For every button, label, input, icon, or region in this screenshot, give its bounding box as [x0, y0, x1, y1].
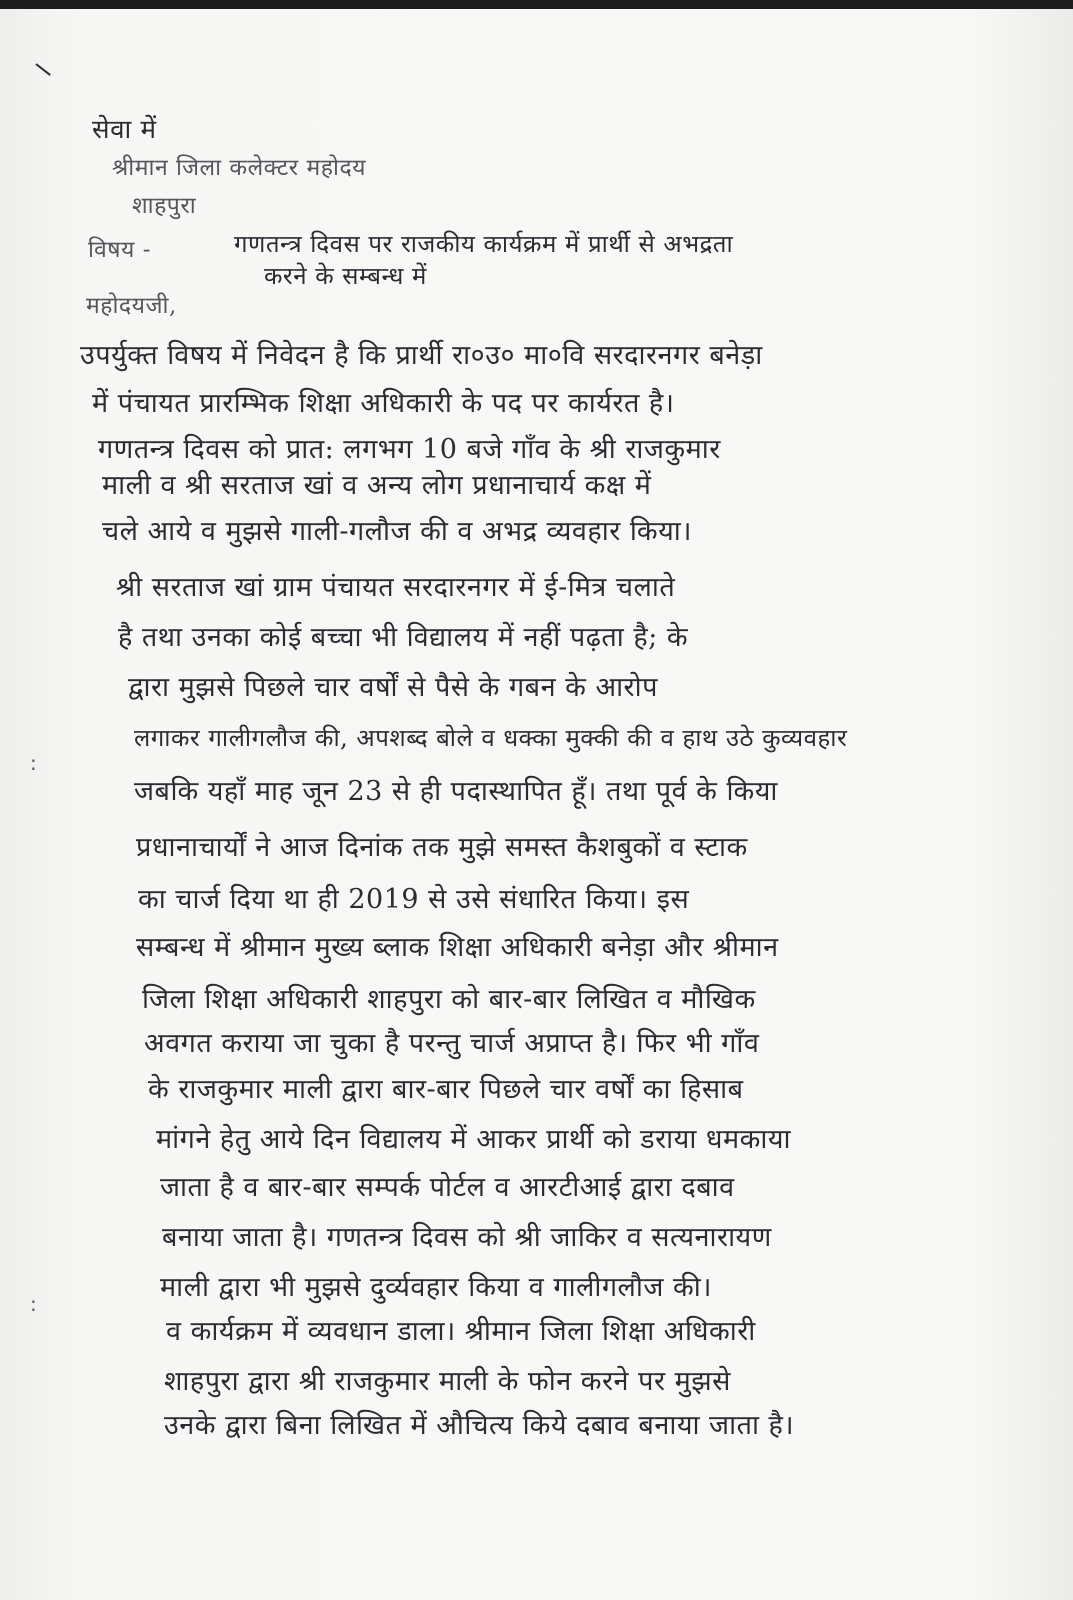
body-line: का चार्ज दिया था ही 2019 से उसे संधारित किया। इस — [138, 884, 690, 915]
body-line: मांगने हेतु आये दिन विद्यालय में आकर प्रार्थी को डराया धमकाया — [156, 1124, 792, 1155]
addressee-line: श्रीमान जिला कलेक्टर महोदय — [112, 155, 366, 181]
body-line: चले आये व मुझसे गाली-गलौज की व अभद्र व्यवहार किया। — [102, 516, 692, 547]
body-line: जाता है व बार-बार सम्पर्क पोर्टल व आरटीआई द्वारा दबाव — [160, 1172, 735, 1203]
body-line: गणतन्त्र दिवस को प्रात: लगभग 10 बजे गाँव के श्री राजकुमार — [98, 434, 721, 465]
body-line: जबकि यहाँ माह जून 23 से ही पदास्थापित हूँ। तथा पूर्व के किया — [134, 776, 778, 807]
subject-line-2: करने के सम्बन्ध में — [264, 262, 427, 290]
handwritten-letter-page — [0, 9, 1073, 1600]
body-line: उनके द्वारा बिना लिखित में औचित्य किये दबाव बनाया जाता है। — [164, 1410, 795, 1441]
pen-stroke-mark — [35, 63, 50, 76]
body-line: व कार्यक्रम में व्यवधान डाला। श्रीमान जिला शिक्षा अधिकारी — [166, 1316, 756, 1347]
body-line: माली व श्री सरताज खां व अन्य लोग प्रधानाचार्य कक्ष में — [102, 470, 652, 501]
body-line: अवगत कराया जा चुका है परन्तु चार्ज अप्राप्त है। फिर भी गाँव — [144, 1028, 760, 1059]
top-dark-edge — [0, 0, 1073, 9]
body-line: के राजकुमार माली द्वारा बार-बार पिछले चार वर्षों का हिसाब — [148, 1074, 744, 1105]
body-line: श्री सरताज खां ग्राम पंचायत सरदारनगर में ई-मित्र चलाते — [116, 572, 676, 603]
body-line: सम्बन्ध में श्रीमान मुख्य ब्लाक शिक्षा अधिकारी बनेड़ा और श्रीमान — [136, 932, 779, 963]
body-line: जिला शिक्षा अधिकारी शाहपुरा को बार-बार लिखित व मौखिक — [142, 984, 756, 1015]
body-line: माली द्वारा भी मुझसे दुर्व्यवहार किया व गालीगलौज की। — [160, 1272, 712, 1303]
punch-hole-mark: : — [30, 1292, 37, 1316]
subject-line-1: गणतन्त्र दिवस पर राजकीय कार्यक्रम में प्रार्थी से अभद्रता — [234, 230, 734, 258]
subject-label: विषय - — [88, 237, 151, 263]
salutation-to: सेवा में — [92, 115, 157, 145]
body-line: द्वारा मुझसे पिछले चार वर्षों से पैसे के गबन के आरोप — [128, 672, 658, 703]
body-line: बनाया जाता है। गणतन्त्र दिवस को श्री जाकिर व सत्यनारायण — [162, 1222, 772, 1253]
body-line: शाहपुरा द्वारा श्री राजकुमार माली के फोन करने पर मुझसे — [164, 1366, 731, 1397]
body-line: उपर्युक्त विषय में निवेदन है कि प्रार्थी रा०उ० मा०वि सरदारनगर बनेड़ा — [80, 340, 763, 371]
body-line: प्रधानाचार्यों ने आज दिनांक तक मुझे समस्त कैशबुकों व स्टाक — [136, 832, 748, 863]
body-line: है तथा उनका कोई बच्चा भी विद्यालय में नहीं पढ़ता है; के — [118, 622, 689, 653]
addressee-city: शाहपुरा — [132, 193, 197, 219]
body-line: लगाकर गालीगलौज की, अपशब्द बोले व धक्का मुक्की की व हाथ उठे कुव्यवहार — [134, 724, 848, 752]
punch-hole-mark: : — [30, 751, 37, 775]
greeting: महोदयजी, — [86, 293, 177, 319]
body-line: में पंचायत प्रारम्भिक शिक्षा अधिकारी के पद पर कार्यरत है। — [92, 388, 675, 419]
